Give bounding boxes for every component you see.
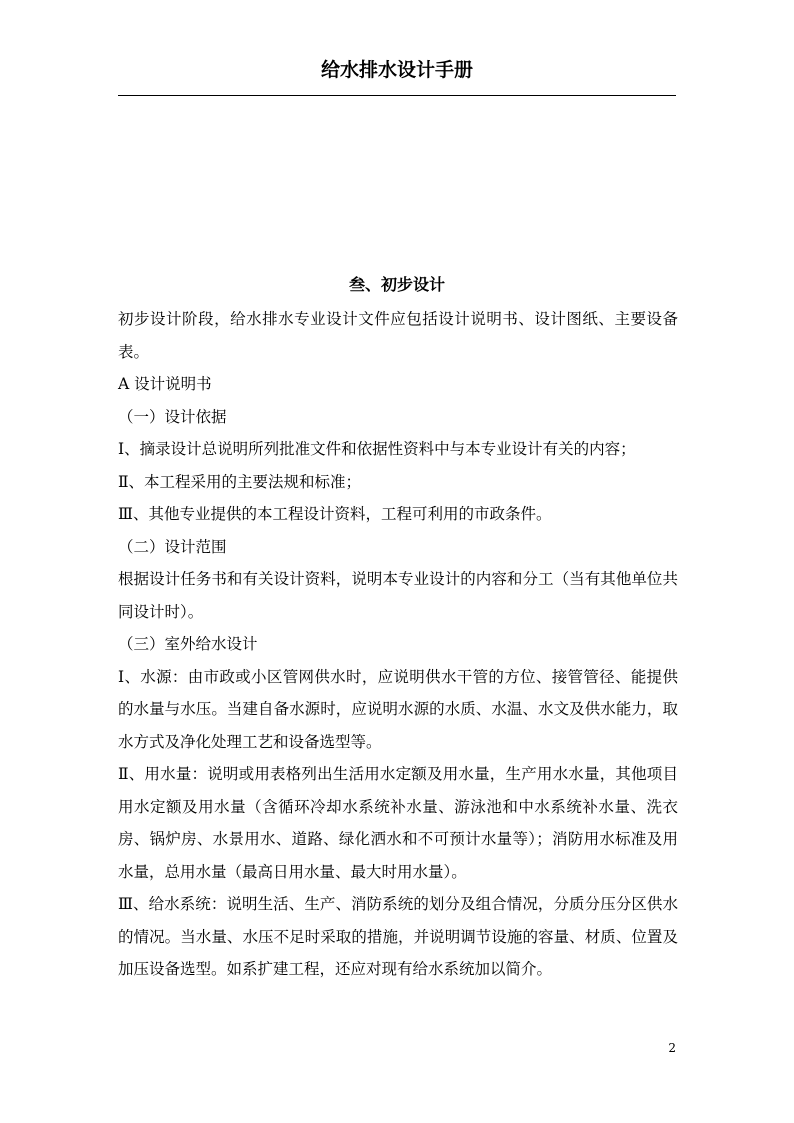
paragraph-basis-item-2: Ⅱ、本工程采用的主要法规和标准； [118,472,362,491]
heading-design-scope: （二）设计范围 [118,537,227,556]
heading-outdoor-water-supply: （三）室外给水设计 [118,635,258,653]
section-title: 叁、初步设计 [348,275,445,294]
heading-design-description: A 设计说明书 [118,375,212,393]
page-number: 2 [668,1041,676,1055]
paragraph-water-supply-system: Ⅲ、给水系统：说明生活、生产、消防系统的划分及组合情况，分质分压分区供水的情况。当水量、水压不足时采取的措施，并说明调节设施的容量、材质、位置及加压设备选型。如系扩建工程，还应对现有给水系统加以简介。 [118,895,678,978]
document-header-title: 给水排水设计手册 [320,59,473,81]
paragraph-scope: 根据设计任务书和有关设计资料，说明本专业设计的内容和分工（当有其他单位共同设计时）。 [118,570,678,621]
paragraph-basis-item-3: Ⅲ、其他专业提供的本工程设计资料，工程可利用的市政条件。 [118,505,552,523]
paragraph-basis-item-1: Ⅰ、摘录设计总说明所列批准文件和依据性资料中与本专业设计有关的内容； [118,440,636,458]
paragraph-water-consumption: Ⅱ、用水量：说明或用表格列出生活用水定额及用水量，生产用水水量，其他项目用水定额及用水量（含循环冷却水系统补水量、游泳池和中水系统补水量、洗衣房、锅炉房、水景用水、道路、绿化洒水和不可预计水量等）；消防用水标准及用水量，总用水量（最高日用水量、最大时用水量）。 [118,765,678,881]
paragraph-intro: 初步设计阶段，给水排水专业设计文件应包括设计说明书、设计图纸、主要设备表。 [118,310,678,361]
paragraph-water-source: Ⅰ、水源：由市政或小区管网供水时，应说明供水干管的方位、接管管径、能提供的水量与水压。当建自备水源时，应说明水源的水质、水温、水文及供水能力，取水方式及净化处理工艺和设备选型等。 [118,667,678,751]
document-body [118,303,678,986]
header-divider [118,95,676,96]
heading-design-basis: （一）设计依据 [118,407,227,426]
